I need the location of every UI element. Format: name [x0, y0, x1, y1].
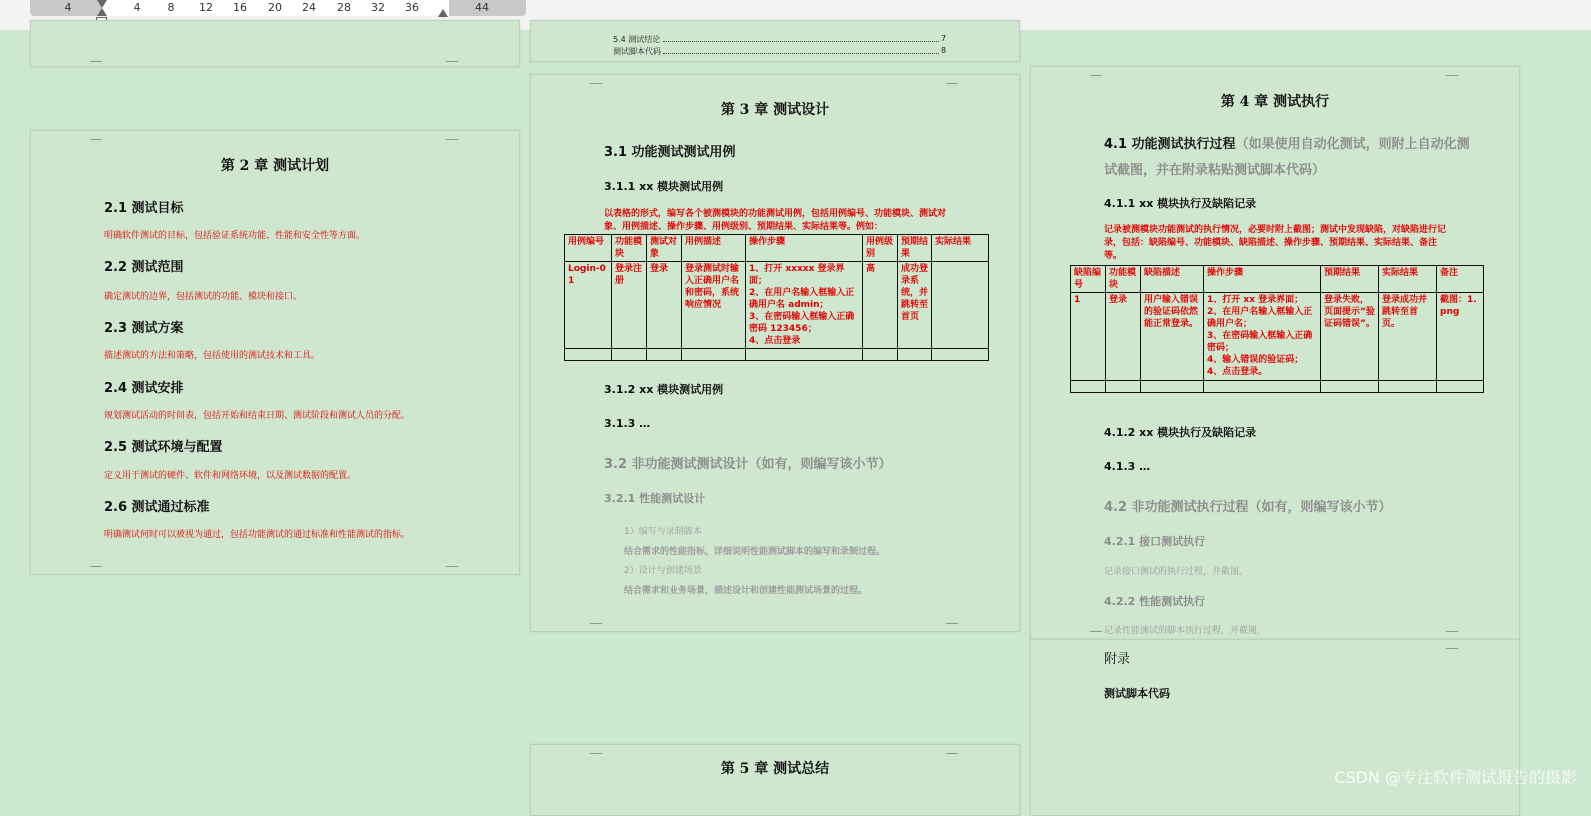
paragraph: 结合需求和业务场景，描述设计和创建性能测试场景的过程。: [624, 586, 868, 596]
table-header-cell: 预期结果: [1321, 266, 1379, 293]
table-header-cell: 备注: [1437, 266, 1484, 293]
ruler-tick: 4: [64, 1, 72, 14]
hanging-indent-marker[interactable]: [97, 8, 107, 16]
crop-mark: [90, 61, 102, 70]
ruler-tick: 16: [233, 1, 247, 14]
subsection-heading: 3.1.2 xx 模块测试用例: [604, 383, 724, 396]
table-header-cell: 预期结果: [898, 235, 932, 262]
table-row: [565, 262, 989, 349]
crop-mark: [446, 61, 458, 70]
section-text: 明确软件测试的目标，包括验证系统功能、性能和安全性等方面。: [104, 231, 366, 241]
ruler-tick: 4: [133, 1, 141, 14]
ruler-tick: 32: [371, 1, 385, 14]
ruler-tick: 44: [475, 1, 489, 14]
chapter-title: 第 3 章 测试设计: [720, 102, 830, 118]
section-text: 明确测试何时可以被视为通过，包括功能测试的通过标准和性能测试的指标。: [104, 530, 411, 540]
section-heading: 3.2 非功能测试测试设计（如有，则编写该小节）: [604, 457, 892, 472]
section-heading: 3.1 功能测试测试用例: [604, 145, 736, 160]
chapter-title: 第 4 章 测试执行: [1220, 94, 1330, 110]
table-header-cell: 功能模块: [1106, 266, 1141, 293]
table-cell: 登录: [647, 262, 682, 349]
paragraph: 记录性能测试的脚本执行过程，并截图。: [1104, 626, 1267, 636]
section-heading: [1104, 133, 1470, 152]
table-header-cell: 测试对象: [647, 235, 682, 262]
ruler-tick: 36: [405, 1, 419, 14]
table-header-row: [1071, 266, 1484, 293]
table-header-cell: 功能模块: [612, 235, 647, 262]
paragraph: 1）编写与录制脚本: [624, 527, 702, 537]
appendix-subtitle: 测试脚本代码: [1104, 687, 1170, 700]
section-text: 描述测试的方法和策略，包括使用的测试技术和工具。: [104, 351, 321, 361]
document-page-ch3: [530, 74, 1020, 632]
crop-mark: [590, 623, 602, 632]
table-header-cell: 用例描述: [682, 235, 746, 262]
table-row-empty: [565, 349, 989, 361]
paragraph: 记录接口测试的执行过程，并截图。: [1104, 567, 1249, 577]
subsection-heading: 3.1.3 …: [604, 417, 651, 430]
table-cell: 登录注册: [612, 262, 647, 349]
table-cell: 截图：1.png: [1437, 293, 1484, 381]
appendix-title: 附录: [1104, 652, 1131, 667]
crop-mark: [590, 75, 602, 84]
document-page-ch4: [1030, 66, 1520, 640]
table-header-cell: 用例级别: [863, 235, 898, 262]
crop-mark: [1090, 67, 1102, 76]
subsection-heading: 3.2.1 性能测试设计: [604, 492, 706, 505]
section-heading: 2.3 测试方案: [104, 321, 184, 336]
crop-mark: [90, 566, 102, 575]
table-cell: 用户输入错误的验证码依然能正常登录。: [1141, 293, 1204, 381]
table-cell: 登录: [1106, 293, 1141, 381]
table-header-cell: 实际结果: [932, 235, 989, 262]
section-description: 以表格的形式，编写各个被测模块的功能测试用例，包括用例编号、功能模块、测试对象、用例描述、操作步骤、用例级别、预期结果、实际结果等。例如：: [604, 209, 947, 232]
crop-mark: [1446, 640, 1458, 649]
subsection-heading: 4.2.1 接口测试执行: [1104, 535, 1206, 548]
table-cell: 登录失败，页面提示“验证码错误”。: [1321, 293, 1379, 381]
table-header-cell: 实际结果: [1379, 266, 1437, 293]
crop-mark: [446, 566, 458, 575]
toc-entry[interactable]: 测试脚本代码: [613, 47, 661, 56]
table-header-cell: 用例编号: [565, 235, 612, 262]
section-text: 规划测试活动的时间表，包括开始和结束日期、测试阶段和测试人员的分配。: [104, 411, 411, 421]
right-indent-marker[interactable]: [438, 9, 448, 17]
table-header-cell: 操作步骤: [1204, 266, 1321, 293]
table-header-cell: 缺陷描述: [1141, 266, 1204, 293]
crop-mark: [446, 131, 458, 140]
paragraph: 2）设计与创建场景: [624, 566, 702, 576]
section-heading-note: 试截图，并在附录粘贴测试脚本代码）: [1104, 163, 1326, 178]
table-cell: 1、打开 xx 登录界面； 2、在用户名输入框输入正确用户名； 3、在密码输入框输入正确密码； 4、输入错误的验证码； 4、点击登录。: [1204, 293, 1321, 381]
crop-mark: [946, 623, 958, 632]
ruler-tick: 24: [302, 1, 316, 14]
section-heading: 2.5 测试环境与配置: [104, 440, 223, 455]
first-line-indent-marker[interactable]: [97, 0, 107, 8]
subsection-heading: 4.1.1 xx 模块执行及缺陷记录: [1104, 197, 1257, 210]
table-header-cell: 缺陷编号: [1071, 266, 1106, 293]
toc-leader: [663, 53, 939, 54]
ruler-tick: 12: [199, 1, 213, 14]
section-heading: 2.1 测试目标: [104, 201, 184, 216]
table-header-cell: 操作步骤: [746, 235, 863, 262]
toc-entry[interactable]: 5.4 测试结论: [613, 35, 661, 44]
table-cell: 登录测试时输入正确用户名和密码，系统响应情况: [682, 262, 746, 349]
test-case-table: [564, 234, 989, 361]
section-heading-text: 4.1 功能测试执行过程: [1104, 137, 1236, 152]
crop-mark: [90, 131, 102, 140]
table-cell: [932, 262, 989, 349]
ruler-tick: 8: [167, 1, 175, 14]
crop-mark: [590, 745, 602, 754]
subsection-heading: 3.1.1 xx 模块测试用例: [604, 180, 724, 193]
document-page: [30, 20, 520, 67]
section-text: 确定测试的边界，包括测试的功能、模块和接口。: [104, 292, 303, 302]
table-cell: 1、打开 xxxxx 登录界面； 2、在用户名输入框输入正确用户名 admin； 3、在密码输入框输入正确密码 123456； 4、点击登录: [746, 262, 863, 349]
section-description: 记录被测模块功能测试的执行情况，必要时附上截图；测试中发现缺陷，对缺陷进行记录，包括：缺陷编号、功能模块、缺陷描述、操作步骤、预期结果、实际结果、备注等。: [1104, 225, 1447, 261]
document-page-ch5: [530, 744, 1020, 816]
subsection-heading: 4.1.2 xx 模块执行及缺陷记录: [1104, 426, 1257, 439]
ruler-tick: 20: [268, 1, 282, 14]
paragraph: 结合需求的性能指标，详细说明性能测试脚本的编写和录制过程。: [624, 547, 886, 557]
chapter-title: 第 5 章 测试总结: [720, 761, 830, 777]
subsection-heading: 4.2.2 性能测试执行: [1104, 595, 1206, 608]
ruler-tick: 28: [337, 1, 351, 14]
table-cell: 登录成功并跳转至首页。: [1379, 293, 1437, 381]
chapter-title: 第 2 章 测试计划: [220, 158, 330, 174]
toc-page-number: 7: [941, 34, 947, 43]
table-cell: 成功登录系统，并跳转至首页: [898, 262, 932, 349]
crop-mark: [946, 745, 958, 754]
table-row: [1071, 293, 1484, 381]
table-row-empty: [1071, 381, 1484, 393]
section-heading: 4.2 非功能测试执行过程（如有，则编写该小节）: [1104, 500, 1392, 515]
section-heading-note: （如果使用自动化测试，则附上自动化测: [1235, 137, 1470, 152]
table-header-row: [565, 235, 989, 262]
section-heading: 2.4 测试安排: [104, 381, 184, 396]
document-page-toc: [530, 20, 1020, 62]
subsection-heading: 4.1.3 …: [1104, 460, 1151, 473]
crop-mark: [946, 75, 958, 84]
watermark: CSDN @专注软件测试报告的摄影: [1334, 768, 1577, 787]
section-heading: 2.2 测试范围: [104, 260, 184, 275]
toc-leader: [663, 41, 939, 42]
section-text: 定义用于测试的硬件、软件和网络环境，以及测试数据的配置。: [104, 471, 357, 481]
toc-page-number: 8: [941, 46, 947, 55]
section-heading: 2.6 测试通过标准: [104, 500, 210, 515]
crop-mark: [1446, 67, 1458, 76]
table-cell: Login-01: [565, 262, 612, 349]
document-page-ch2: [30, 130, 520, 575]
defect-table: [1070, 265, 1484, 393]
table-cell: 1: [1071, 293, 1106, 381]
document-page-appendix: [1030, 639, 1520, 816]
table-cell: 高: [863, 262, 898, 349]
